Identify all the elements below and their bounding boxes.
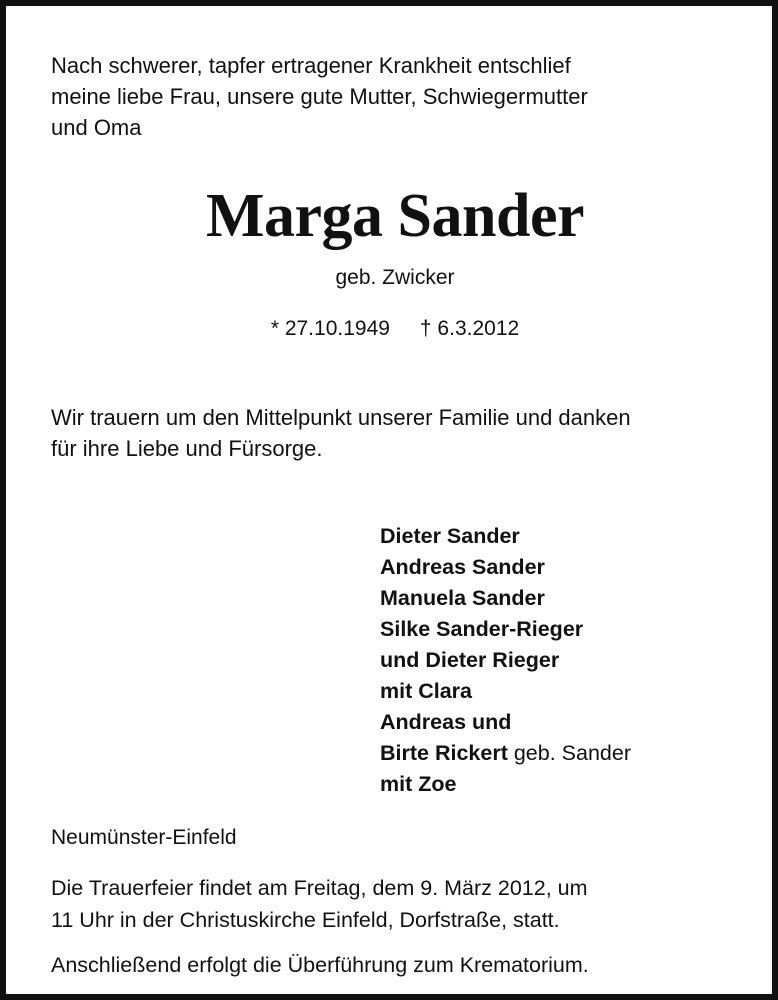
family-member: Manuela Sander (380, 586, 545, 610)
intro-line: meine liebe Frau, unsere gute Mutter, Schwiegermutter (51, 84, 588, 109)
ceremony-line: Die Trauerfeier findet am Freitag, dem 9. März 2012, um (51, 876, 588, 900)
death-date: † 6.3.2012 (419, 317, 520, 340)
family-member: mit Clara (380, 679, 473, 703)
mourning-line: Wir trauern um den Mittelpunkt unserer Familie und danken (51, 405, 631, 430)
family-member-born-name: geb. Sander (507, 741, 631, 765)
family-member-birte (380, 738, 740, 769)
mourning-text (51, 402, 741, 464)
transfer-text: Anschließend erfolgt die Überführung zum Krematorium. (51, 953, 589, 977)
family-member: Silke Sander-Rieger (380, 617, 584, 641)
family-member: und Dieter Rieger (380, 648, 560, 672)
deceased-name: Marga Sander (205, 182, 585, 250)
ceremony-line: 11 Uhr in der Christuskirche Einfeld, Dorfstraße, statt. (51, 908, 560, 932)
intro-line: Nach schwerer, tapfer ertragener Krankheit entschlief (51, 53, 571, 78)
birth-date: * 27.10.1949 (270, 317, 390, 340)
family-signatures (380, 521, 740, 800)
family-member: Dieter Sander (380, 524, 520, 548)
family-member: mit Zoe (380, 772, 457, 796)
family-member: Andreas Sander (380, 555, 545, 579)
born-name: geb. Zwicker (335, 266, 455, 289)
ceremony-text (51, 872, 738, 936)
life-dates (6, 314, 778, 344)
family-member-name: Birte Rickert (380, 741, 508, 765)
intro-line: und Oma (51, 115, 142, 140)
intro-text (51, 50, 738, 143)
mourning-line: für ihre Liebe und Fürsorge. (51, 436, 323, 461)
family-member: Andreas und (380, 710, 512, 734)
place-name: Neumünster-Einfeld (51, 826, 237, 849)
